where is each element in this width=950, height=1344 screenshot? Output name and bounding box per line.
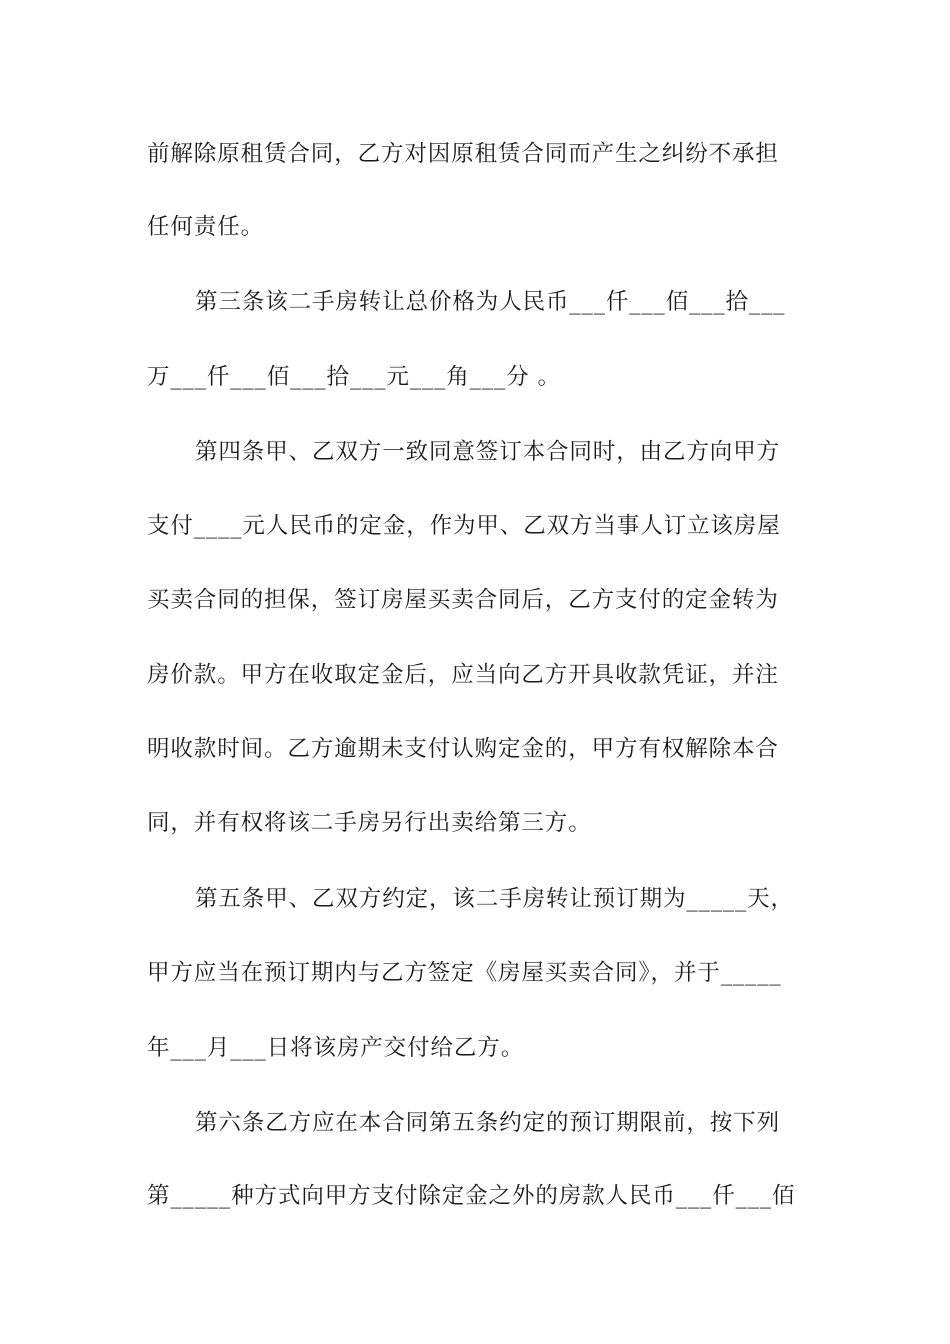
article-6-line-2: 第_____种方式向甲方支付除定金之外的房款人民币___仟___佰 <box>147 1183 796 1209</box>
article-5-line-1: 第五条甲、乙双方约定，该二手房转让预订期为_____天， <box>195 886 794 912</box>
article-4-line-2: 支付____元人民币的定金，作为甲、乙双方当事人订立该房屋 <box>147 513 781 539</box>
article-4-line-4: 房价款。甲方在收取定金后，应当向乙方开具收款凭证，并注 <box>147 662 779 688</box>
text-line-1: 前解除原租赁合同，乙方对因原租赁合同而产生之纠纷不承担 <box>147 141 779 167</box>
article-4-line-1: 第四条甲、乙双方一致同意签订本合同时，由乙方向甲方 <box>195 439 781 465</box>
text-line-2: 任何责任。 <box>147 214 265 240</box>
article-4-line-5: 明收款时间。乙方逾期未支付认购定金的，甲方有权解除本合 <box>147 736 779 762</box>
article-4-line-3: 买卖合同的担保，签订房屋买卖合同后，乙方支付的定金转为 <box>147 587 779 613</box>
article-5-line-3: 年___月___日将该房产交付给乙方。 <box>147 1035 525 1061</box>
article-6-line-1: 第六条乙方应在本合同第五条约定的预订期限前，按下列 <box>195 1110 781 1136</box>
article-5-line-2: 甲方应当在预订期内与乙方签定《房屋买卖合同》，并于_____ <box>147 960 782 986</box>
article-3-line-2: 万___仟___佰___拾___元___角___分 。 <box>147 364 561 390</box>
article-3-line-1: 第三条该二手房转让总价格为人民币___仟___佰___拾___ <box>195 289 786 315</box>
article-4-line-6: 同，并有权将该二手房另行出卖给第三方。 <box>147 810 592 836</box>
